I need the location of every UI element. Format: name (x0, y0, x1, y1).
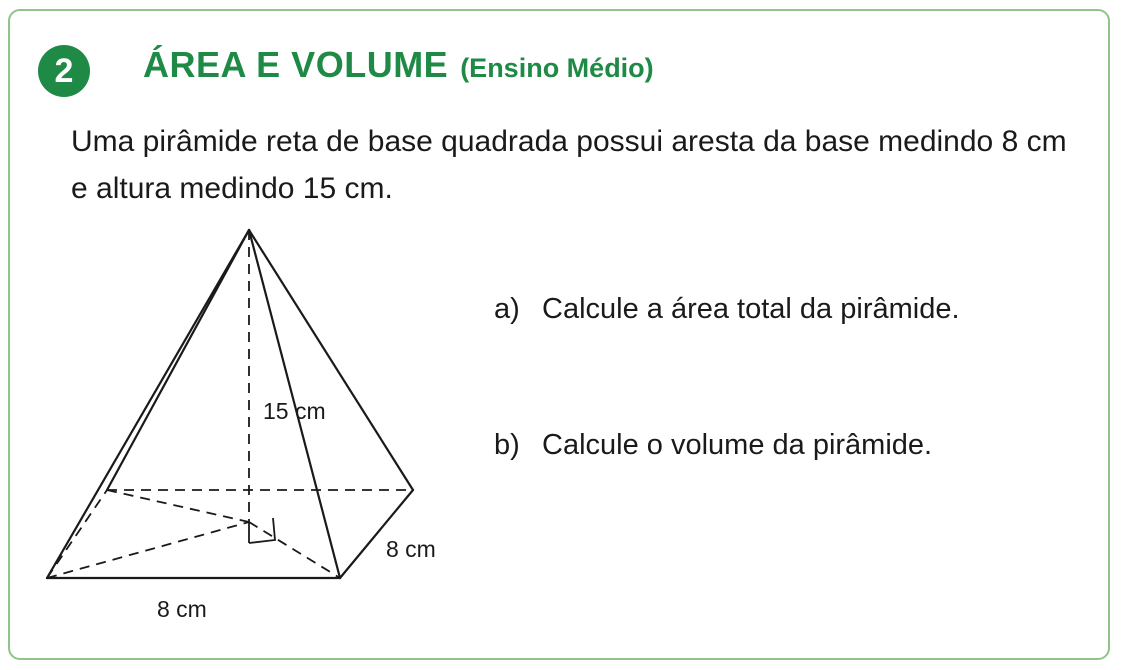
height-label: 15 cm (263, 398, 326, 424)
question-b-text: Calcule o volume da pirâmide. (542, 429, 933, 461)
title-subtitle: (Ensino Médio) (460, 53, 654, 83)
title-main: ÁREA E VOLUME (143, 44, 449, 85)
question-a-letter: a) (494, 293, 520, 325)
exercise-card (8, 9, 1110, 660)
question-b (494, 429, 932, 462)
side-label: 8 cm (386, 536, 436, 562)
exercise-number-badge: 2 (38, 45, 90, 97)
question-a (494, 293, 960, 326)
question-b-letter: b) (494, 429, 520, 461)
question-a-text: Calcule a área total da pirâmide. (542, 293, 960, 325)
problem-statement: Uma pirâmide reta de base quadrada possui aresta da base medindo 8 cm e altura medindo 15 cm. (71, 125, 1067, 205)
exercise-title (143, 44, 654, 94)
base-label: 8 cm (157, 596, 207, 622)
